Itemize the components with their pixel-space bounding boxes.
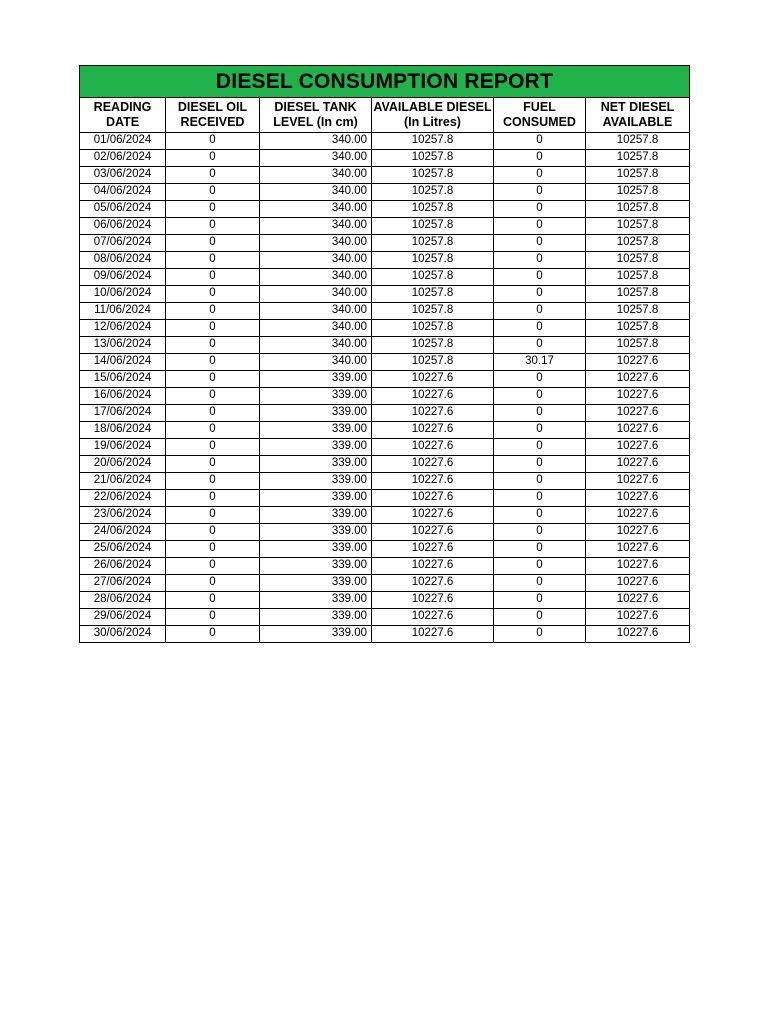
column-header-line: READING [93, 100, 152, 114]
cell-fuel-consumed: 0 [494, 286, 586, 303]
cell-available-diesel: 10227.6 [372, 609, 494, 626]
cell-net-diesel-available: 10227.6 [586, 473, 690, 490]
cell-reading-date: 21/06/2024 [80, 473, 166, 490]
cell-fuel-consumed: 0 [494, 456, 586, 473]
table-row [80, 558, 690, 575]
cell-diesel-tank-level: 339.00 [260, 388, 372, 405]
cell-available-diesel: 10257.8 [372, 218, 494, 235]
cell-net-diesel-available: 10227.6 [586, 558, 690, 575]
cell-fuel-consumed: 0 [494, 439, 586, 456]
column-header-available-diesel [372, 98, 494, 133]
cell-diesel-oil-received: 0 [166, 507, 260, 524]
table-row [80, 388, 690, 405]
table-row [80, 507, 690, 524]
cell-fuel-consumed: 0 [494, 575, 586, 592]
table-row [80, 218, 690, 235]
cell-diesel-oil-received: 0 [166, 558, 260, 575]
cell-net-diesel-available: 10227.6 [586, 456, 690, 473]
cell-available-diesel: 10257.8 [372, 133, 494, 150]
cell-diesel-tank-level: 339.00 [260, 592, 372, 609]
cell-fuel-consumed: 0 [494, 626, 586, 643]
cell-fuel-consumed: 30.17 [494, 354, 586, 371]
cell-reading-date: 04/06/2024 [80, 184, 166, 201]
cell-reading-date: 26/06/2024 [80, 558, 166, 575]
cell-available-diesel: 10227.6 [372, 422, 494, 439]
cell-diesel-tank-level: 339.00 [260, 524, 372, 541]
column-header-net-diesel-available [586, 98, 690, 133]
cell-fuel-consumed: 0 [494, 184, 586, 201]
cell-diesel-tank-level: 340.00 [260, 337, 372, 354]
cell-available-diesel: 10227.6 [372, 371, 494, 388]
cell-net-diesel-available: 10227.6 [586, 524, 690, 541]
cell-fuel-consumed: 0 [494, 422, 586, 439]
cell-net-diesel-available: 10257.8 [586, 150, 690, 167]
column-header-line: DIESEL OIL [177, 100, 248, 114]
column-header-line: AVAILABLE DIESEL [373, 100, 492, 114]
cell-diesel-oil-received: 0 [166, 269, 260, 286]
cell-fuel-consumed: 0 [494, 303, 586, 320]
cell-diesel-tank-level: 339.00 [260, 473, 372, 490]
cell-available-diesel: 10227.6 [372, 558, 494, 575]
cell-net-diesel-available: 10227.6 [586, 405, 690, 422]
cell-fuel-consumed: 0 [494, 150, 586, 167]
column-header-line: DIESEL TANK [274, 100, 357, 114]
cell-diesel-oil-received: 0 [166, 405, 260, 422]
table-row [80, 337, 690, 354]
cell-diesel-oil-received: 0 [166, 354, 260, 371]
cell-diesel-tank-level: 339.00 [260, 371, 372, 388]
cell-diesel-oil-received: 0 [166, 133, 260, 150]
cell-fuel-consumed: 0 [494, 524, 586, 541]
cell-fuel-consumed: 0 [494, 490, 586, 507]
cell-diesel-oil-received: 0 [166, 201, 260, 218]
cell-available-diesel: 10227.6 [372, 473, 494, 490]
cell-available-diesel: 10227.6 [372, 541, 494, 558]
cell-fuel-consumed: 0 [494, 320, 586, 337]
table-row [80, 201, 690, 218]
column-header-diesel-oil-received [166, 98, 260, 133]
column-header-line: NET DIESEL [600, 100, 675, 114]
cell-available-diesel: 10257.8 [372, 320, 494, 337]
cell-diesel-oil-received: 0 [166, 609, 260, 626]
cell-fuel-consumed: 0 [494, 507, 586, 524]
cell-fuel-consumed: 0 [494, 201, 586, 218]
table-row [80, 541, 690, 558]
table-row [80, 286, 690, 303]
cell-net-diesel-available: 10227.6 [586, 388, 690, 405]
cell-fuel-consumed: 0 [494, 371, 586, 388]
cell-diesel-tank-level: 340.00 [260, 133, 372, 150]
cell-fuel-consumed: 0 [494, 337, 586, 354]
table-row [80, 235, 690, 252]
cell-diesel-tank-level: 340.00 [260, 218, 372, 235]
column-header-fuel-consumed [494, 98, 586, 133]
cell-diesel-oil-received: 0 [166, 388, 260, 405]
cell-available-diesel: 10227.6 [372, 592, 494, 609]
cell-diesel-tank-level: 339.00 [260, 405, 372, 422]
cell-reading-date: 16/06/2024 [80, 388, 166, 405]
cell-net-diesel-available: 10227.6 [586, 422, 690, 439]
cell-net-diesel-available: 10257.8 [586, 235, 690, 252]
cell-diesel-oil-received: 0 [166, 575, 260, 592]
cell-available-diesel: 10257.8 [372, 286, 494, 303]
cell-reading-date: 01/06/2024 [80, 133, 166, 150]
cell-net-diesel-available: 10227.6 [586, 490, 690, 507]
cell-diesel-oil-received: 0 [166, 218, 260, 235]
cell-net-diesel-available: 10227.6 [586, 592, 690, 609]
cell-diesel-tank-level: 339.00 [260, 490, 372, 507]
diesel-consumption-table [79, 65, 690, 643]
cell-net-diesel-available: 10227.6 [586, 354, 690, 371]
cell-diesel-tank-level: 339.00 [260, 626, 372, 643]
column-header-line: CONSUMED [503, 115, 576, 129]
cell-diesel-tank-level: 340.00 [260, 201, 372, 218]
cell-net-diesel-available: 10257.8 [586, 320, 690, 337]
cell-net-diesel-available: 10257.8 [586, 201, 690, 218]
cell-diesel-oil-received: 0 [166, 592, 260, 609]
table-row [80, 439, 690, 456]
cell-net-diesel-available: 10257.8 [586, 286, 690, 303]
cell-diesel-oil-received: 0 [166, 320, 260, 337]
column-header-line: RECEIVED [180, 115, 245, 129]
cell-net-diesel-available: 10227.6 [586, 575, 690, 592]
cell-diesel-oil-received: 0 [166, 286, 260, 303]
cell-fuel-consumed: 0 [494, 167, 586, 184]
cell-reading-date: 17/06/2024 [80, 405, 166, 422]
cell-fuel-consumed: 0 [494, 609, 586, 626]
cell-diesel-oil-received: 0 [166, 473, 260, 490]
cell-reading-date: 28/06/2024 [80, 592, 166, 609]
table-row [80, 422, 690, 439]
cell-available-diesel: 10257.8 [372, 303, 494, 320]
cell-diesel-tank-level: 340.00 [260, 354, 372, 371]
cell-net-diesel-available: 10227.6 [586, 439, 690, 456]
table-row [80, 473, 690, 490]
table-row [80, 252, 690, 269]
cell-available-diesel: 10227.6 [372, 524, 494, 541]
cell-net-diesel-available: 10227.6 [586, 371, 690, 388]
table-row [80, 133, 690, 150]
cell-fuel-consumed: 0 [494, 592, 586, 609]
cell-available-diesel: 10227.6 [372, 405, 494, 422]
cell-fuel-consumed: 0 [494, 388, 586, 405]
column-header-reading-date [80, 98, 166, 133]
cell-diesel-oil-received: 0 [166, 439, 260, 456]
cell-reading-date: 22/06/2024 [80, 490, 166, 507]
cell-diesel-tank-level: 340.00 [260, 320, 372, 337]
cell-reading-date: 14/06/2024 [80, 354, 166, 371]
cell-reading-date: 30/06/2024 [80, 626, 166, 643]
cell-diesel-oil-received: 0 [166, 422, 260, 439]
cell-diesel-oil-received: 0 [166, 235, 260, 252]
cell-available-diesel: 10257.8 [372, 269, 494, 286]
cell-available-diesel: 10227.6 [372, 490, 494, 507]
cell-net-diesel-available: 10257.8 [586, 337, 690, 354]
cell-diesel-tank-level: 340.00 [260, 235, 372, 252]
cell-diesel-tank-level: 340.00 [260, 269, 372, 286]
cell-reading-date: 03/06/2024 [80, 167, 166, 184]
column-header-line: AVAILABLE [602, 115, 673, 129]
column-header-line: FUEL [523, 100, 556, 114]
cell-fuel-consumed: 0 [494, 252, 586, 269]
cell-reading-date: 08/06/2024 [80, 252, 166, 269]
cell-diesel-oil-received: 0 [166, 456, 260, 473]
table-body [80, 133, 690, 643]
table-row [80, 269, 690, 286]
cell-available-diesel: 10227.6 [372, 456, 494, 473]
cell-reading-date: 19/06/2024 [80, 439, 166, 456]
cell-reading-date: 02/06/2024 [80, 150, 166, 167]
cell-diesel-oil-received: 0 [166, 303, 260, 320]
cell-net-diesel-available: 10257.8 [586, 252, 690, 269]
cell-diesel-oil-received: 0 [166, 524, 260, 541]
table-row [80, 524, 690, 541]
cell-net-diesel-available: 10227.6 [586, 626, 690, 643]
cell-fuel-consumed: 0 [494, 218, 586, 235]
cell-diesel-oil-received: 0 [166, 626, 260, 643]
table-row [80, 575, 690, 592]
table-row [80, 167, 690, 184]
cell-net-diesel-available: 10227.6 [586, 609, 690, 626]
cell-reading-date: 29/06/2024 [80, 609, 166, 626]
cell-net-diesel-available: 10257.8 [586, 167, 690, 184]
cell-fuel-consumed: 0 [494, 541, 586, 558]
cell-diesel-oil-received: 0 [166, 371, 260, 388]
title-row [80, 66, 690, 98]
cell-available-diesel: 10257.8 [372, 184, 494, 201]
cell-reading-date: 15/06/2024 [80, 371, 166, 388]
table-row [80, 609, 690, 626]
column-header-line: (In Litres) [404, 115, 461, 129]
cell-diesel-tank-level: 339.00 [260, 575, 372, 592]
cell-available-diesel: 10257.8 [372, 354, 494, 371]
cell-reading-date: 09/06/2024 [80, 269, 166, 286]
cell-net-diesel-available: 10257.8 [586, 184, 690, 201]
cell-diesel-tank-level: 339.00 [260, 456, 372, 473]
table-row [80, 354, 690, 371]
cell-reading-date: 23/06/2024 [80, 507, 166, 524]
cell-reading-date: 07/06/2024 [80, 235, 166, 252]
cell-available-diesel: 10257.8 [372, 201, 494, 218]
cell-diesel-oil-received: 0 [166, 541, 260, 558]
cell-net-diesel-available: 10257.8 [586, 133, 690, 150]
table-row [80, 303, 690, 320]
column-header-row [80, 98, 690, 133]
cell-diesel-tank-level: 339.00 [260, 558, 372, 575]
cell-diesel-oil-received: 0 [166, 490, 260, 507]
cell-diesel-oil-received: 0 [166, 150, 260, 167]
cell-diesel-tank-level: 340.00 [260, 252, 372, 269]
cell-diesel-tank-level: 339.00 [260, 507, 372, 524]
cell-reading-date: 18/06/2024 [80, 422, 166, 439]
cell-reading-date: 11/06/2024 [80, 303, 166, 320]
cell-reading-date: 13/06/2024 [80, 337, 166, 354]
column-header-diesel-tank-level [260, 98, 372, 133]
table-row [80, 371, 690, 388]
cell-diesel-tank-level: 340.00 [260, 303, 372, 320]
cell-diesel-oil-received: 0 [166, 184, 260, 201]
cell-available-diesel: 10227.6 [372, 626, 494, 643]
cell-fuel-consumed: 0 [494, 133, 586, 150]
column-header-line: DATE [105, 115, 140, 129]
cell-available-diesel: 10227.6 [372, 388, 494, 405]
cell-reading-date: 10/06/2024 [80, 286, 166, 303]
cell-reading-date: 25/06/2024 [80, 541, 166, 558]
cell-available-diesel: 10227.6 [372, 507, 494, 524]
column-header-line: LEVEL (In cm) [273, 115, 358, 129]
cell-reading-date: 12/06/2024 [80, 320, 166, 337]
cell-fuel-consumed: 0 [494, 405, 586, 422]
cell-fuel-consumed: 0 [494, 269, 586, 286]
cell-diesel-tank-level: 340.00 [260, 286, 372, 303]
cell-available-diesel: 10257.8 [372, 167, 494, 184]
table-row [80, 592, 690, 609]
table-row [80, 405, 690, 422]
cell-net-diesel-available: 10257.8 [586, 303, 690, 320]
report-title: DIESEL CONSUMPTION REPORT [80, 66, 690, 98]
cell-net-diesel-available: 10257.8 [586, 269, 690, 286]
cell-diesel-tank-level: 340.00 [260, 167, 372, 184]
cell-fuel-consumed: 0 [494, 235, 586, 252]
cell-available-diesel: 10227.6 [372, 575, 494, 592]
cell-reading-date: 06/06/2024 [80, 218, 166, 235]
cell-fuel-consumed: 0 [494, 473, 586, 490]
table-row [80, 184, 690, 201]
cell-available-diesel: 10257.8 [372, 150, 494, 167]
cell-available-diesel: 10257.8 [372, 337, 494, 354]
cell-diesel-tank-level: 339.00 [260, 422, 372, 439]
cell-diesel-oil-received: 0 [166, 252, 260, 269]
cell-diesel-oil-received: 0 [166, 337, 260, 354]
cell-available-diesel: 10257.8 [372, 252, 494, 269]
cell-net-diesel-available: 10257.8 [586, 218, 690, 235]
cell-available-diesel: 10257.8 [372, 235, 494, 252]
cell-net-diesel-available: 10227.6 [586, 541, 690, 558]
cell-reading-date: 27/06/2024 [80, 575, 166, 592]
table-row [80, 320, 690, 337]
cell-diesel-tank-level: 340.00 [260, 150, 372, 167]
cell-fuel-consumed: 0 [494, 558, 586, 575]
cell-diesel-tank-level: 339.00 [260, 541, 372, 558]
cell-diesel-oil-received: 0 [166, 167, 260, 184]
cell-reading-date: 05/06/2024 [80, 201, 166, 218]
cell-diesel-tank-level: 340.00 [260, 184, 372, 201]
table-row [80, 626, 690, 643]
cell-available-diesel: 10227.6 [372, 439, 494, 456]
cell-diesel-tank-level: 339.00 [260, 609, 372, 626]
table-row [80, 150, 690, 167]
cell-net-diesel-available: 10227.6 [586, 507, 690, 524]
table-row [80, 490, 690, 507]
cell-reading-date: 20/06/2024 [80, 456, 166, 473]
cell-reading-date: 24/06/2024 [80, 524, 166, 541]
cell-diesel-tank-level: 339.00 [260, 439, 372, 456]
table-row [80, 456, 690, 473]
